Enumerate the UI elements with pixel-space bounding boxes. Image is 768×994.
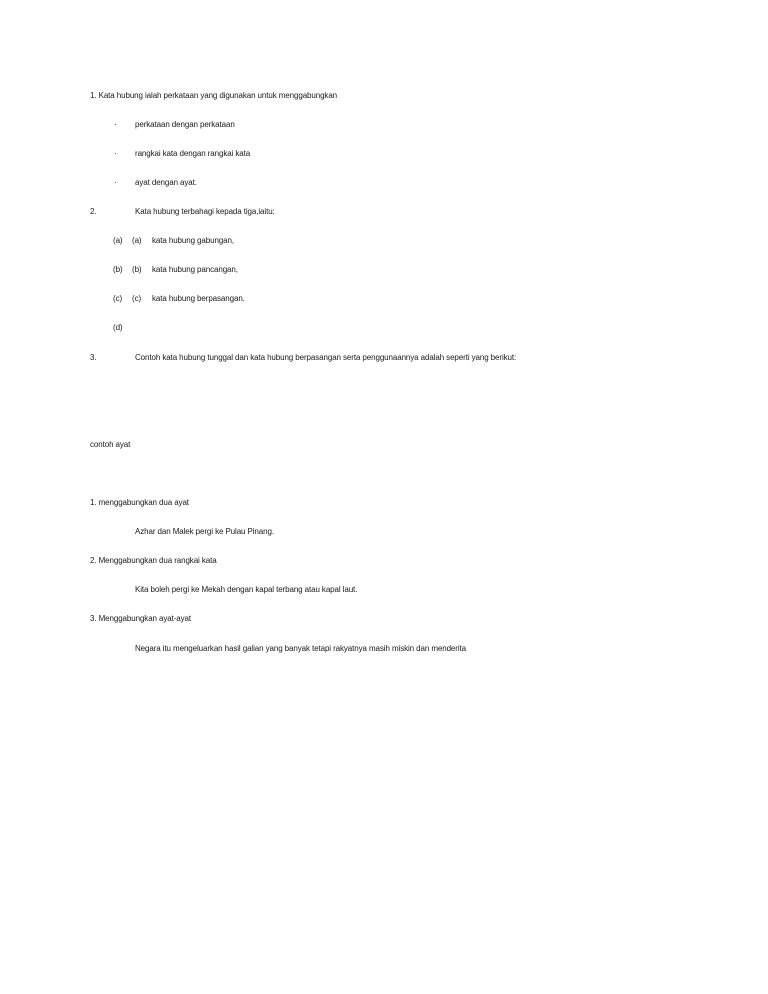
item-text: kata hubung pancangan, bbox=[152, 265, 238, 274]
item-text: kata hubung berpasangan. bbox=[152, 294, 245, 303]
bullet-mark: · bbox=[114, 178, 117, 187]
example-title: 1. menggabungkan dua ayat bbox=[90, 498, 189, 507]
point2-text: Kata hubung terbahagi kepada tiga,iaitu: bbox=[135, 207, 275, 216]
example-sentence: Kita boleh pergi ke Mekah dengan kapal terbang atau kapal laut. bbox=[135, 585, 358, 594]
bullet-text: perkataan dengan perkataan bbox=[135, 120, 235, 129]
bullet-text: ayat dengan ayat. bbox=[135, 178, 197, 187]
item-inner-label: (b) bbox=[132, 265, 142, 274]
item-text: kata hubung gabungan, bbox=[152, 236, 234, 245]
point3-number: 3. bbox=[90, 353, 97, 362]
examples-heading: contoh ayat bbox=[90, 440, 131, 449]
bullet-mark: · bbox=[114, 120, 117, 129]
example-title: 3. Menggabungkan ayat-ayat bbox=[90, 614, 192, 623]
bullet-text: rangkai kata dengan rangkai kata bbox=[135, 149, 251, 158]
example-sentence: Azhar dan Malek pergi ke Pulau Pinang. bbox=[135, 527, 274, 536]
item-inner-label: (c) bbox=[132, 294, 142, 303]
point2-number: 2. bbox=[90, 207, 97, 216]
item-outer-label: (b) bbox=[113, 265, 123, 274]
point3-text: Contoh kata hubung tunggal dan kata hubung berpasangan serta penggunaannya adalah seperti yang berikut: bbox=[135, 353, 517, 362]
example-sentence: Negara itu mengeluarkan hasil galian yang banyak tetapi rakyatnya masih miskin dan menderita bbox=[135, 644, 466, 653]
item-inner-label: (a) bbox=[132, 236, 142, 245]
bullet-mark: · bbox=[114, 149, 117, 158]
item-outer-label: (c) bbox=[113, 294, 123, 303]
item-outer-label: (d) bbox=[113, 323, 123, 332]
example-title: 2. Menggabungkan dua rangkai kata bbox=[90, 556, 217, 565]
item-outer-label: (a) bbox=[113, 236, 123, 245]
intro-text: 1. Kata hubung ialah perkataan yang digunakan untuk menggabungkan bbox=[90, 91, 338, 100]
